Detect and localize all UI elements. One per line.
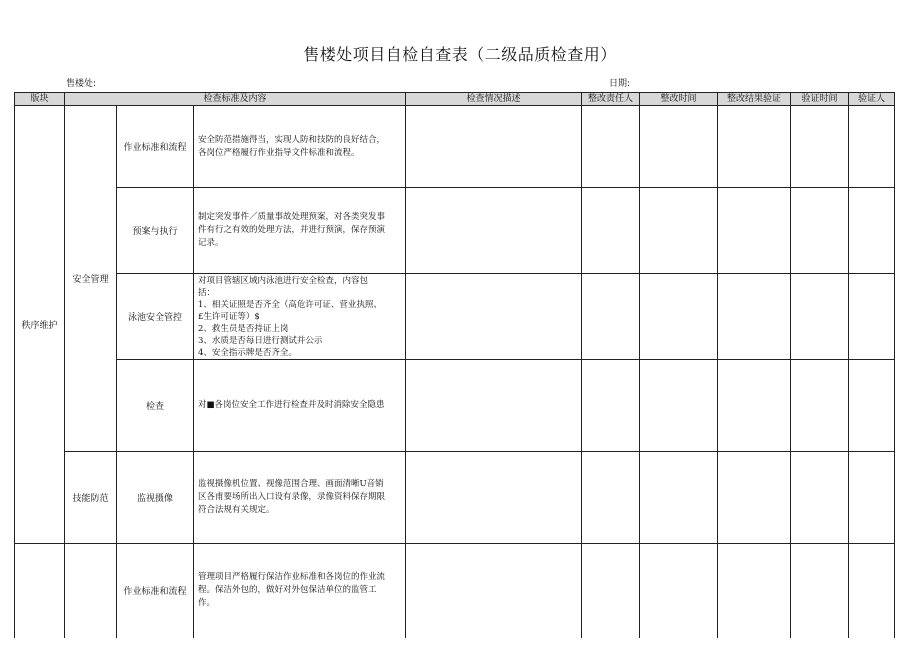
responsible-cell[interactable] — [582, 360, 640, 452]
standard-text: 制定突发事件／质量事故处理预案，对各类突发事 件有行之有效的处理方法，并进行预演，保存预演 记录。 — [194, 188, 406, 274]
verify-time-cell[interactable] — [791, 544, 849, 638]
sales-office-label: 售楼处: — [66, 79, 97, 89]
inspection-table — [14, 92, 895, 638]
table-row — [15, 188, 895, 274]
responsible-cell[interactable] — [582, 188, 640, 274]
standard-text: 对项目管辖区域内泳池进行安全检查，内容包 括： 1、相关证照是否齐全（高危许可证、营业执照、 £生许可证等）$ 2、救生员是否持证上岗 3、水质是否每日进行测试并公示 4、安全指示牌是否齐全。 — [194, 274, 406, 360]
description-cell[interactable] — [406, 360, 582, 452]
standard-text: 监视摄像机位置、视像范围合理、画面清晰U音销 区各甫要场所出入口设有录像，录像资料保存期限 符合法规有关规定。 — [194, 452, 406, 544]
result-verify-cell[interactable] — [718, 274, 791, 360]
standard-text: 安全防范措施得当，实现人防和技防的良好结合， 各岗位严格履行作业指导文件标准和流程。 — [194, 106, 406, 188]
col-header-result-verify: 整改结果验证 — [718, 93, 791, 106]
block-cell — [15, 544, 65, 638]
description-cell[interactable] — [406, 106, 582, 188]
responsible-cell[interactable] — [582, 544, 640, 638]
block-cell: 秩序维护 — [15, 106, 65, 544]
description-cell[interactable] — [406, 188, 582, 274]
verifier-cell[interactable] — [849, 360, 895, 452]
rectify-time-cell[interactable] — [640, 544, 718, 638]
rectify-time-cell[interactable] — [640, 188, 718, 274]
verifier-cell[interactable] — [849, 274, 895, 360]
rectify-time-cell[interactable] — [640, 360, 718, 452]
col-header-verifier: 验证人 — [849, 93, 895, 106]
verify-time-cell[interactable] — [791, 452, 849, 544]
result-verify-cell[interactable] — [718, 106, 791, 188]
description-cell[interactable] — [406, 274, 582, 360]
subcategory-cell: 预案与执行 — [117, 188, 194, 274]
col-header-responsible: 整改责任人 — [582, 93, 640, 106]
col-header-verify-time: 验证时间 — [791, 93, 849, 106]
description-cell[interactable] — [406, 452, 582, 544]
subcategory-cell: 作业标准和流程 — [117, 544, 194, 638]
date-label: 日期: — [609, 79, 631, 89]
rectify-time-cell[interactable] — [640, 106, 718, 188]
verify-time-cell[interactable] — [791, 106, 849, 188]
description-cell[interactable] — [406, 544, 582, 638]
col-header-description: 检查情况描述 — [406, 93, 582, 106]
responsible-cell[interactable] — [582, 452, 640, 544]
verifier-cell[interactable] — [849, 544, 895, 638]
standard-text: 管理项目严格履行保洁作业标准和各岗位的作业流 程。保洁外包的，做好对外包保洁单位的监管工 作。 — [194, 544, 406, 638]
verify-time-cell[interactable] — [791, 360, 849, 452]
table-row — [15, 106, 895, 188]
subcategory-cell: 作业标准和流程 — [117, 106, 194, 188]
table-row — [15, 360, 895, 452]
result-verify-cell[interactable] — [718, 544, 791, 638]
result-verify-cell[interactable] — [718, 452, 791, 544]
table-row — [15, 274, 895, 360]
verify-time-cell[interactable] — [791, 274, 849, 360]
responsible-cell[interactable] — [582, 274, 640, 360]
table-row — [15, 452, 895, 544]
category-cell: 技能防范 — [65, 452, 117, 544]
subcategory-cell: 检查 — [117, 360, 194, 452]
subcategory-cell: 监视摄像 — [117, 452, 194, 544]
verify-time-cell[interactable] — [791, 188, 849, 274]
standard-text: 对■各岗位安全工作进行检查并及时消除安全隐患 — [194, 360, 406, 452]
verifier-cell[interactable] — [849, 106, 895, 188]
col-header-standard: 检查标准及内容 — [65, 93, 406, 106]
subcategory-cell: 泳池安全管控 — [117, 274, 194, 360]
category-cell: 安全管理 — [65, 106, 117, 452]
rectify-time-cell[interactable] — [640, 452, 718, 544]
rectify-time-cell[interactable] — [640, 274, 718, 360]
result-verify-cell[interactable] — [718, 188, 791, 274]
verifier-cell[interactable] — [849, 188, 895, 274]
col-header-rectify-time: 整改时间 — [640, 93, 718, 106]
result-verify-cell[interactable] — [718, 360, 791, 452]
verifier-cell[interactable] — [849, 452, 895, 544]
col-header-block: 版块 — [15, 93, 65, 106]
responsible-cell[interactable] — [582, 106, 640, 188]
table-header-row — [15, 93, 895, 106]
table-row — [15, 544, 895, 638]
page-title: 售楼处项目自检自查表（二级品质检查用） — [303, 45, 617, 64]
category-cell — [65, 544, 117, 638]
